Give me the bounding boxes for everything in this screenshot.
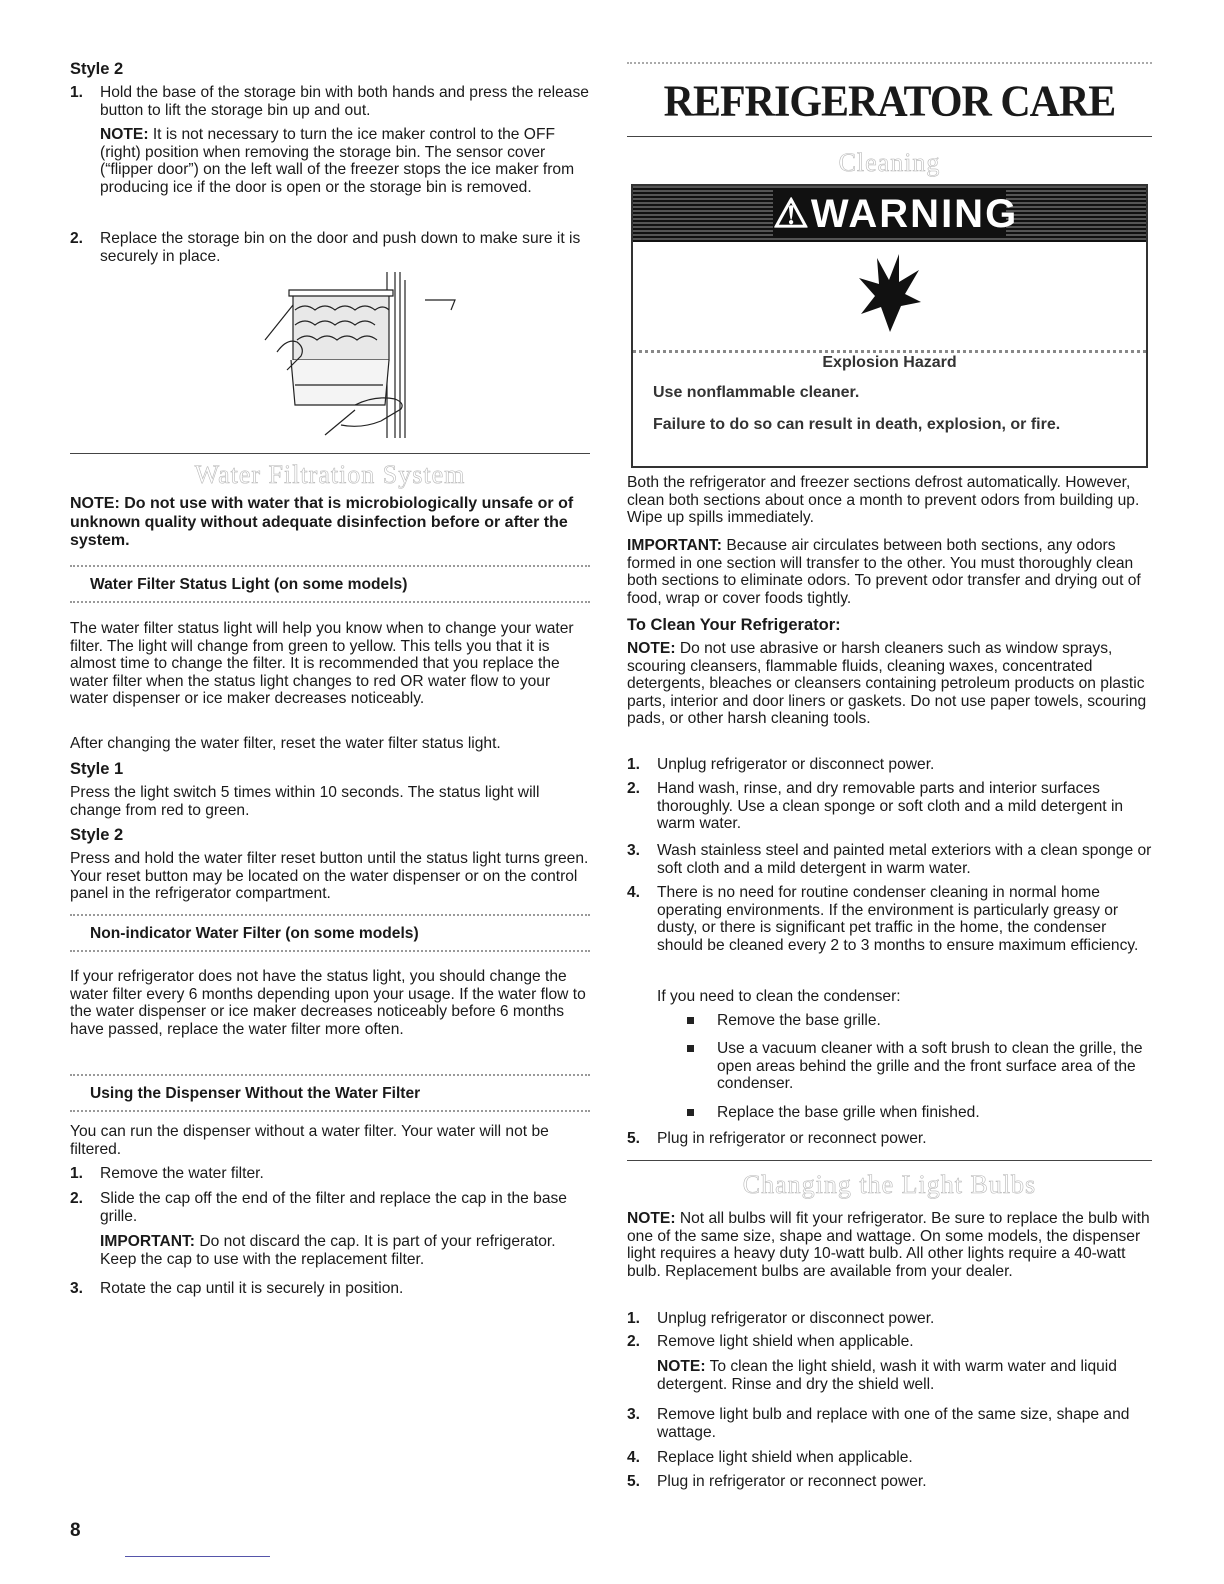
list-item: 2. Slide the cap off the end of the filter and replace the cap in the base grille. bbox=[70, 1190, 567, 1225]
list-item: 5. Plug in refrigerator or reconnect power. bbox=[627, 1473, 927, 1490]
without-filter-text: You can run the dispenser without a water filter. Your water will not be filtered. bbox=[70, 1123, 549, 1158]
top-dotted-rule bbox=[627, 62, 1152, 64]
style2b-text: Press and hold the water filter reset button until the status light turns green. Your reset button may be located on the water dispenser or on the control panel in the refrigerator compartment. bbox=[70, 850, 589, 903]
title-divider bbox=[627, 136, 1152, 137]
warning-line2: Failure to do so can result in death, explosion, or fire. bbox=[653, 416, 1061, 433]
style1-text: Press the light switch 5 times within 10 seconds. The status light will change from red to green. bbox=[70, 784, 540, 819]
ice-bin-illustration bbox=[255, 270, 475, 440]
important-note: IMPORTANT: Do not discard the cap. It is part of your refrigerator. Keep the cap to use with the replacement filter. bbox=[100, 1233, 556, 1268]
style2-heading: Style 2 bbox=[70, 60, 124, 78]
page-title: REFRIGERATOR CARE bbox=[663, 77, 1116, 127]
list-item: 2. Remove light shield when applicable. bbox=[627, 1333, 914, 1350]
important-note: IMPORTANT: Because air circulates between both sections, any odors formed in one section will transfer to the other. You must thoroughly clean both sections to eliminate odors. To prevent odor transfer and drying out of food, wrap or cover foods tightly. bbox=[627, 537, 1141, 607]
without-filter-header: Using the Dispenser Without the Water Filter bbox=[70, 1074, 590, 1112]
section-divider bbox=[627, 1160, 1152, 1161]
nonindicator-header: Non-indicator Water Filter (on some models) bbox=[70, 914, 590, 952]
page-number: 8 bbox=[70, 1520, 81, 1541]
list-item: Use a vacuum cleaner with a soft brush to clean the grille, the open areas behind the grille and the front surface area of the condenser. bbox=[687, 1040, 1152, 1093]
defrost-text: Both the refrigerator and freezer sections defrost automatically. However, clean both sections about once a month to prevent odors from building up. Wipe up spills immediately. bbox=[627, 474, 1140, 527]
cleaning-title: Cleaning bbox=[838, 148, 941, 177]
list-item: 2. Hand wash, rinse, and dry removable parts and interior surfaces thoroughly. Use a clean sponge or soft cloth and a mild detergent in warm water. bbox=[627, 780, 1124, 833]
warning-word: ⚠WARNING bbox=[773, 192, 1019, 236]
warning-line1: Use nonflammable cleaner. bbox=[653, 384, 860, 401]
warning-hazard: Explosion Hazard bbox=[822, 354, 957, 371]
list-item: 3. Remove light bulb and replace with one of the same size, shape and wattage. bbox=[627, 1406, 1130, 1441]
list-item: 3. Wash stainless steel and painted metal exteriors with a clean sponge or soft cloth and a mild detergent in warm water. bbox=[627, 842, 1152, 877]
list-item: 1. Unplug refrigerator or disconnect power. bbox=[627, 756, 935, 773]
list-item: 4. Replace light shield when applicable. bbox=[627, 1449, 913, 1466]
bulbs-note: NOTE: Not all bulbs will fit your refrigerator. Be sure to replace the bulb with one of the same size, shape and wattage. On some models, the dispenser light requires a heavy duty 10-watt bulb. All other lights require a 40-watt bulb. Replacement bulbs are available from your dealer. bbox=[627, 1210, 1150, 1280]
list-item: 1. Unplug refrigerator or disconnect power. bbox=[627, 1310, 935, 1327]
list-item: 1. Remove the water filter. bbox=[70, 1165, 264, 1182]
shield-note: NOTE: To clean the light shield, wash it with warm water and liquid detergent. Rinse and dry the shield well. bbox=[657, 1358, 1117, 1393]
warning-box bbox=[631, 184, 1148, 468]
warning-banner bbox=[633, 186, 1146, 242]
list-item: 2. Replace the storage bin on the door and push down to make sure it is securely in place. bbox=[70, 230, 581, 265]
list-item: Replace the base grille when finished. bbox=[687, 1104, 1152, 1122]
style1-heading: Style 1 bbox=[70, 760, 124, 778]
list-item: 1. Hold the base of the storage bin with both hands and press the release button to lift the storage bin up and out. bbox=[70, 84, 589, 119]
style2b-heading: Style 2 bbox=[70, 826, 124, 844]
footer-line bbox=[125, 1556, 270, 1557]
explosion-icon bbox=[855, 252, 925, 336]
status-light-header: Water Filter Status Light (on some models) bbox=[70, 565, 590, 603]
water-section-title: Water Filtration System bbox=[194, 460, 466, 489]
bulbs-title: Changing the Light Bulbs bbox=[742, 1170, 1037, 1199]
status-light-paragraph: The water filter status light will help you know when to change your water filter. The light will change from green to yellow. This tells you that it is almost time to change the filter. It is recommended that you replace the water filter when the status light changes to red OR water flow to your water dispenser or ice maker decreases noticeably. bbox=[70, 620, 574, 708]
nonindicator-text: If your refrigerator does not have the status light, you should change the water filter every 6 months depending upon your usage. If the water flow to the water dispenser or ice maker decreases noticeably before 6 months have passed, replace the water filter more often. bbox=[70, 968, 586, 1038]
note: NOTE: It is not necessary to turn the ice maker control to the OFF (right) position when removing the storage bin. The sensor cover (“flipper door”) on the left wall of the freezer stops the ice maker from producing ice if the door is open or the storage bin is removed. bbox=[100, 126, 575, 196]
clean-note: NOTE: Do not use abrasive or harsh cleaners such as window sprays, scouring cleansers, flammable fluids, cleaning waxes, concentrated detergents, bleaches or cleansers containing petroleum products on plastic parts, interior and door liners or gaskets. Do not use paper towels, scouring pads, or other harsh cleaning tools. bbox=[627, 640, 1147, 728]
status-light-reset: After changing the water filter, reset the water filter status light. bbox=[70, 735, 501, 752]
section-divider bbox=[70, 453, 590, 454]
to-clean-heading: To Clean Your Refrigerator: bbox=[627, 616, 841, 634]
list-item: 3. Rotate the cap until it is securely in position. bbox=[70, 1280, 404, 1297]
list-item: 4. There is no need for routine condenser cleaning in normal home operating environments. If the environment is particularly greasy or dusty, or there is significant pet traffic in the home, the condenser should be cleaned every 2 to 3 months to ensure maximum efficiency. bbox=[627, 884, 1139, 954]
warning-message bbox=[633, 354, 1146, 433]
condenser-intro: If you need to clean the condenser: bbox=[657, 988, 901, 1005]
list-item: 5. Plug in refrigerator or reconnect power. bbox=[627, 1130, 927, 1147]
water-note: NOTE: Do not use with water that is microbiologically unsafe or of unknown quality without adequate disinfection before or after the system. bbox=[70, 495, 574, 549]
list-item: Remove the base grille. bbox=[687, 1012, 1152, 1030]
